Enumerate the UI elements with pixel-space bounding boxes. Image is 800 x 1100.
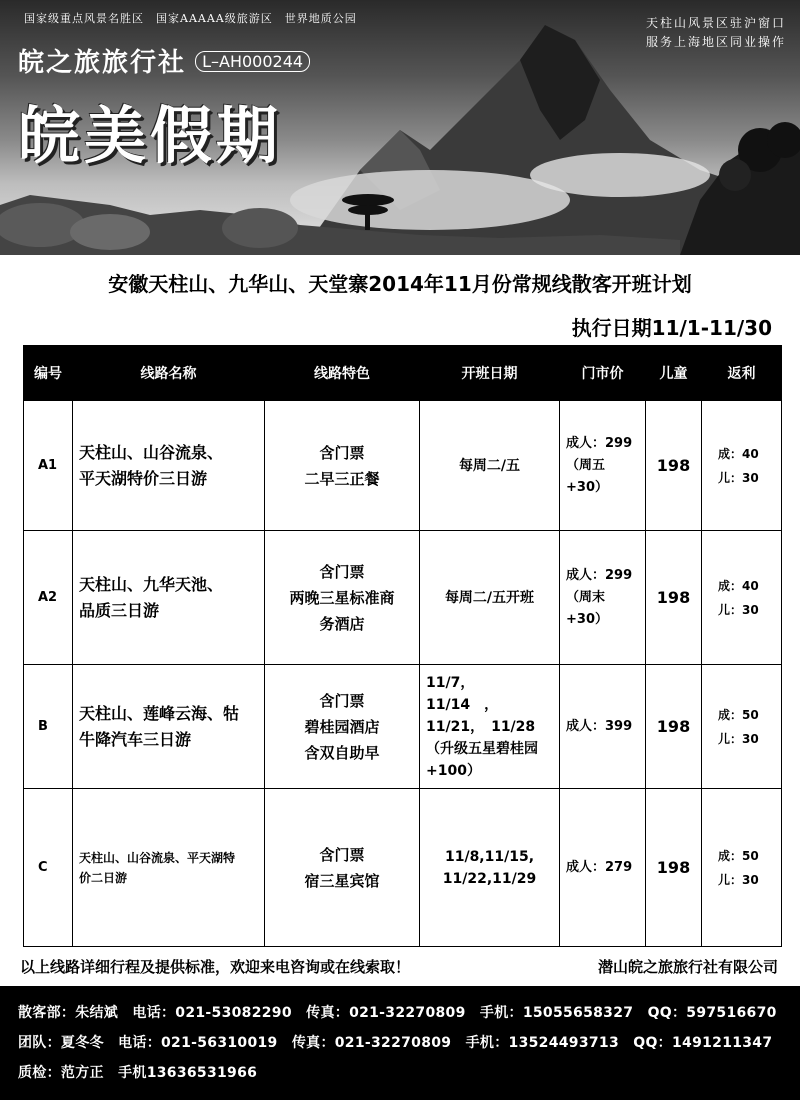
child-price: 198 [646,665,702,789]
route-name [73,789,265,947]
date-line: +100） [426,762,481,779]
child-price: 198 [646,531,702,665]
route-line: 牛降汽车三日游 [79,729,192,749]
service-line-1: 天柱山风景区驻沪窗口 [645,16,786,30]
departure-dates [420,665,560,789]
header-id: 编号 [24,346,73,401]
rebate-line: 成：50 [718,848,759,863]
date-line: 11/21， 11/28 [426,718,536,735]
execution-date: 执行日期11/1-11/30 [571,316,772,340]
route-features [265,531,420,665]
table-row [24,401,782,531]
feature-line: 宿三星宾馆 [304,871,380,890]
route-name [73,531,265,665]
rebate-line: 儿：30 [718,470,759,485]
rebate-line: 成：40 [718,578,759,593]
route-line: 天柱山、山谷流泉、平天湖特 [79,850,236,865]
schedule-table [23,345,782,947]
child-price: 198 [646,789,702,947]
retail-price [560,531,646,665]
route-line: 天柱山、九华天池、 [79,574,224,594]
feature-line: 含门票 [319,845,365,864]
contact-panel [0,986,800,1100]
price-line: 成人：299 [566,567,633,583]
feature-line: 碧桂园酒店 [304,717,380,736]
header-features: 线路特色 [265,346,420,401]
rebate-line: 儿：30 [718,872,759,887]
row-id: B [24,665,73,789]
header-dates: 开班日期 [420,346,560,401]
page-title: 安徽天柱山、九华山、天堂寨2014年11月份常规线散客开班计划 [108,272,692,296]
banner-service-note [646,14,786,52]
feature-line: 含门票 [319,443,365,462]
header-price: 门市价 [560,346,646,401]
feature-line: 含门票 [319,562,365,581]
departure-dates [420,531,560,665]
table-row [24,789,782,947]
row-id: A2 [24,531,73,665]
retail-price [560,401,646,531]
header-route: 线路名称 [73,346,265,401]
rebate [702,665,782,789]
contact-quality: 质检：范方正 手机13636531966 [18,1065,258,1081]
departure-dates [420,789,560,947]
route-line: 价二日游 [79,870,128,885]
header-child: 儿童 [646,346,702,401]
route-features [265,401,420,531]
agency-name: 皖之旅旅行社 [18,48,187,78]
table-row [24,531,782,665]
rebate-line: 儿：30 [718,602,759,617]
rebate [702,789,782,947]
rebate-line: 成：40 [718,446,759,461]
rebate-line: 儿：30 [718,731,759,746]
company-name: 潜山皖之旅旅行社有限公司 [597,958,778,976]
feature-line: 两晚三星标准商 [289,588,395,607]
brand-logo-text: 皖美假期 [18,99,283,172]
retail-price [560,789,646,947]
date-line: 每周二/五 [458,457,521,474]
date-line: 11/22,11/29 [442,870,537,887]
banner-tagline: 国家级重点风景名胜区 国家AAAAA级旅游区 世界地质公园 [24,12,357,25]
route-features [265,789,420,947]
date-line: 11/7， 11/14 ， [426,674,499,713]
rebate [702,401,782,531]
feature-line: 含双自助早 [304,743,380,762]
service-line-2: 服务上海地区同业操作 [645,35,786,49]
feature-line: 务酒店 [319,614,365,633]
route-features [265,665,420,789]
route-line: 天柱山、莲峰云海、牯 [79,703,240,723]
agency-title [18,42,310,79]
rebate-line: 成：50 [718,707,759,722]
row-id: C [24,789,73,947]
route-line: 品质三日游 [79,600,160,620]
date-line: 每周二/五开班 [444,589,535,606]
price-line: 成人：279 [566,859,633,875]
table-row [24,665,782,789]
retail-price [560,665,646,789]
price-line: 成人：299 [566,435,633,451]
route-name [73,401,265,531]
inquiry-note: 以上线路详细行程及提供标准，欢迎来电咨询或在线索取！ [20,958,411,976]
price-line: 成人：399 [566,718,633,734]
feature-line: 含门票 [319,691,365,710]
header-rebate: 返利 [702,346,782,401]
contact-group: 团队：夏冬冬 电话：021-56310019 传真：021-32270809 手机：13524493713 QQ：1491211347 [18,1035,773,1051]
route-line: 平天湖特价三日游 [79,468,208,488]
table-header-row [24,346,782,401]
rebate [702,531,782,665]
header-banner [0,0,800,255]
price-line: （周末+30） [566,589,608,627]
contact-individual: 散客部：朱结斌 电话：021-53082290 传真：021-32270809 手机：15055658327 QQ：597516670 [18,1005,777,1021]
price-line: （周五+30） [566,457,608,495]
feature-line: 二早三正餐 [304,469,380,488]
child-price: 198 [646,401,702,531]
license-number: L–AH000244 [195,51,310,72]
date-line: （升级五星碧桂园 [426,740,538,757]
route-line: 天柱山、山谷流泉、 [79,442,224,462]
date-line: 11/8,11/15, [444,848,535,865]
departure-dates [420,401,560,531]
row-id: A1 [24,401,73,531]
route-name [73,665,265,789]
